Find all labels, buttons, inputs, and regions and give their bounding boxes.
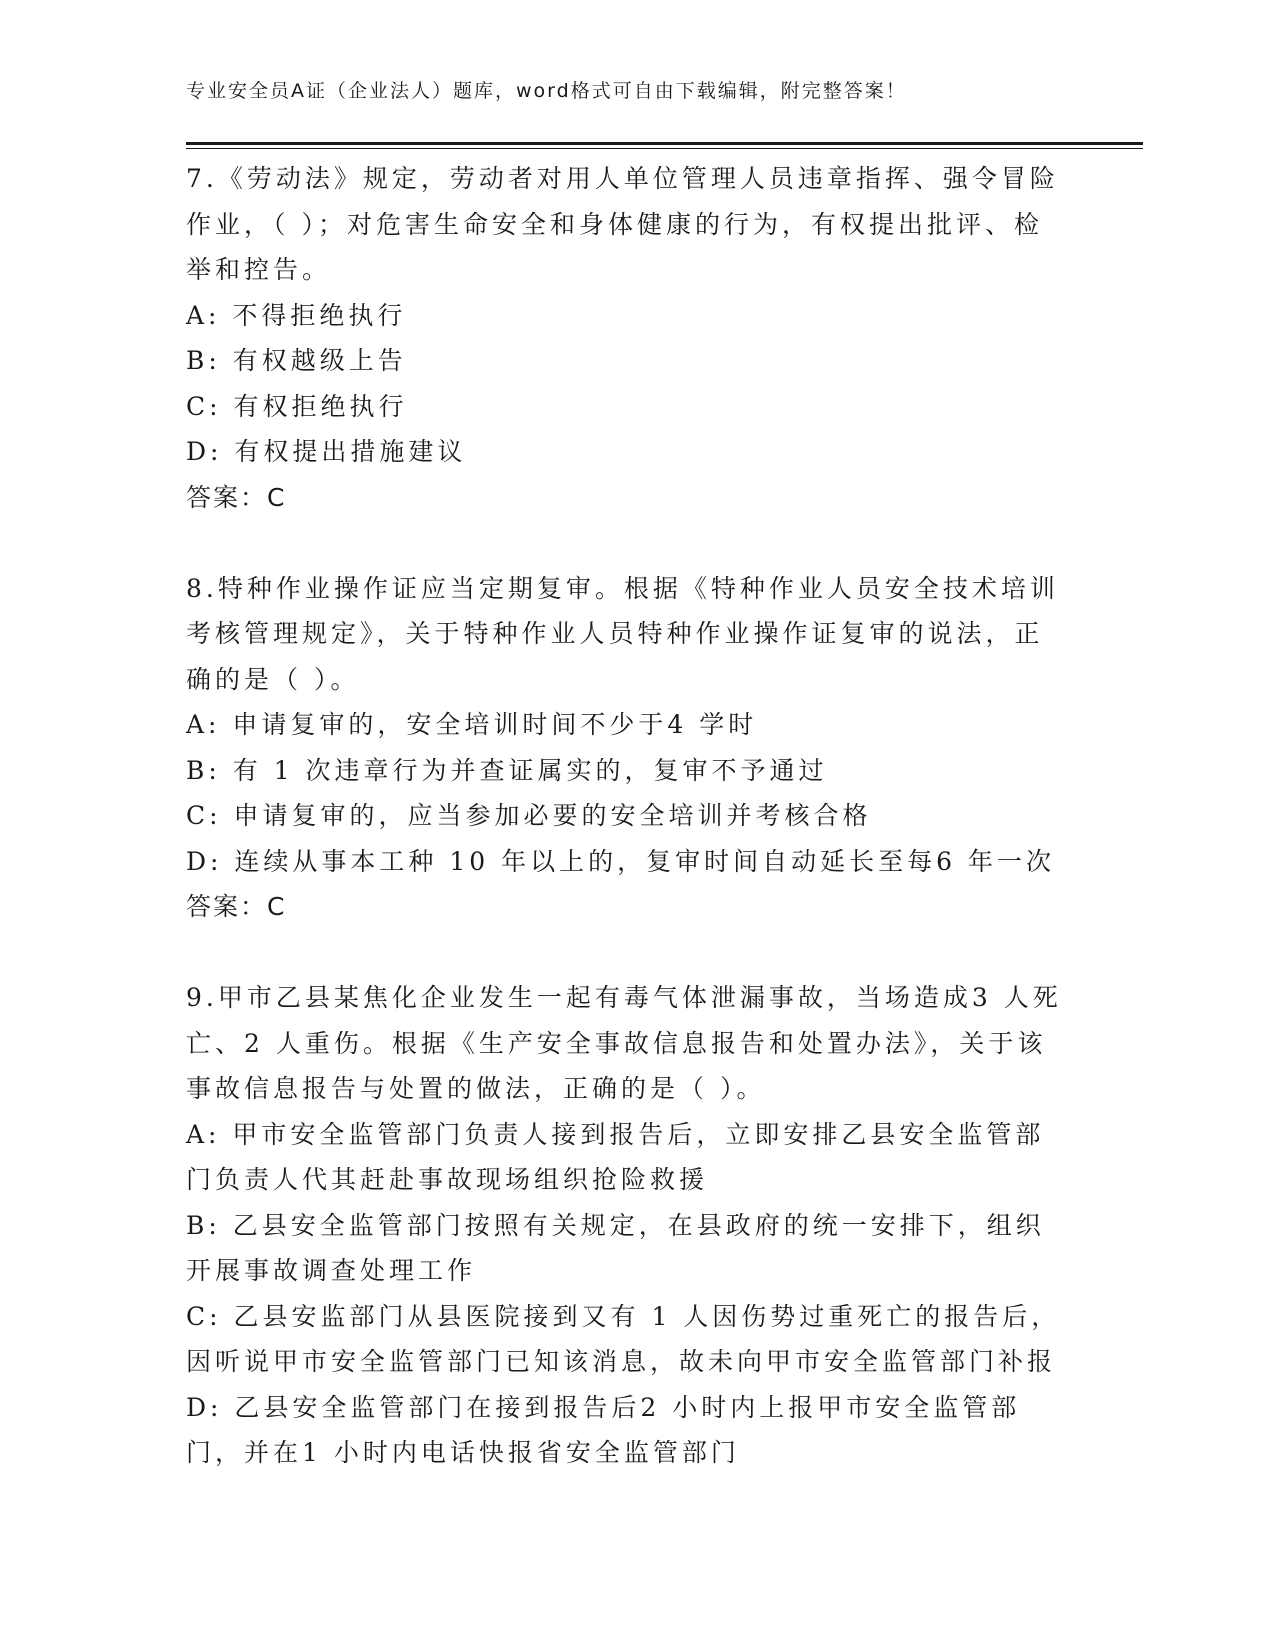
- question-7: [186, 156, 1066, 520]
- header-rule-thin: [186, 148, 1143, 149]
- option-d: D: 有权提出措施建议: [186, 437, 467, 466]
- option-c: C: 有权拒绝执行: [186, 391, 408, 421]
- question-spacer: [186, 930, 1066, 976]
- option-d: D: 乙县安全监管部门在接到报告后2 小时内上报甲市安全监管部门，并在1 小时内电话快报省安全监管部门: [186, 1392, 1021, 1467]
- header-rule-thick: [186, 142, 1143, 145]
- answer-line: 答案：C: [186, 482, 287, 512]
- option-c: C: 乙县安监部门从县医院接到又有 1 人因伤势过重死亡的报告后，因听说甲市安全监管部门已知该消息，故未向甲市安全监管部门补报: [186, 1301, 1061, 1376]
- question-list: [186, 156, 1066, 1476]
- question-9: [186, 975, 1066, 1476]
- question-text: 7.《劳动法》规定，劳动者对用人单位管理人员违章指挥、强令冒险作业，（ ）；对危害生命安全和身体健康的行为，有权提出批评、检举和控告。: [186, 164, 1059, 284]
- option-d: D: 连续从事本工种 10 年以上的，复审时间自动延长至每6 年一次: [186, 846, 1055, 876]
- option-c: C: 申请复审的，应当参加必要的安全培训并考核合格: [186, 801, 872, 830]
- question-text: 8.特种作业操作证应当定期复审。根据《特种作业人员安全技术培训考核管理规定》，关于特种作业人员特种作业操作证复审的说法，正确的是（ ）。: [186, 573, 1059, 694]
- option-b: B: 乙县安全监管部门按照有关规定，在县政府的统一安排下，组织开展事故调查处理工作: [186, 1210, 1045, 1285]
- question-text: 9.甲市乙县某焦化企业发生一起有毒气体泄漏事故，当场造成3 人死亡、2 人重伤。根据《生产安全事故信息报告和处置办法》，关于该事故信息报告与处置的做法，正确的是（ ）。: [186, 983, 1062, 1103]
- question-8: [186, 566, 1066, 930]
- option-a: A: 不得拒绝执行: [186, 300, 407, 330]
- option-b: B: 有权越级上告: [186, 346, 407, 375]
- page-header: 专业安全员A证（企业法人）题库，word格式可自由下载编辑，附完整答案！: [186, 80, 907, 102]
- option-a: A: 甲市安全监管部门负责人接到报告后，立即安排乙县安全监管部门负责人代其赶赴事故现场组织抢险救援: [186, 1119, 1045, 1194]
- option-a: A: 申请复审的，安全培训时间不少于4 学时: [186, 710, 758, 739]
- option-b: B: 有 1 次违章行为并查证属实的，复审不予通过: [186, 755, 828, 785]
- question-spacer: [186, 520, 1066, 566]
- answer-line: 答案：C: [186, 892, 287, 921]
